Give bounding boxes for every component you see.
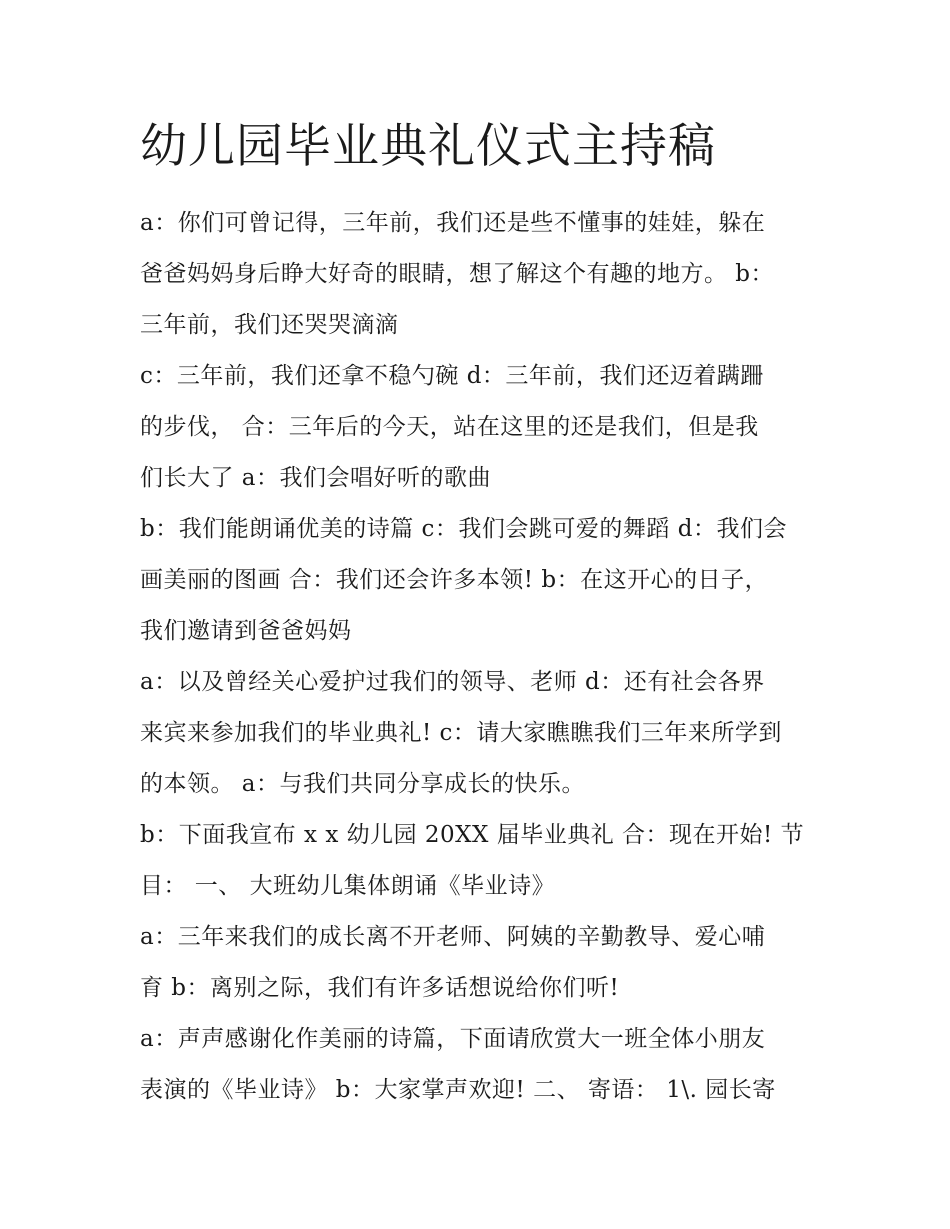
paragraph-line: a：声声感谢化作美丽的诗篇，下面请欣赏大一班全体小朋友 <box>140 1026 766 1052</box>
paragraph-line: 画美丽的图画 合：我们还会许多本领! b：在这开心的日子， <box>140 567 769 593</box>
paragraph-line: c：三年前，我们还拿不稳勺碗 d：三年前，我们还迈着蹒跚 <box>140 363 764 389</box>
paragraph-line: 来宾来参加我们的毕业典礼! c：请大家瞧瞧我们三年来所学到 <box>140 720 782 746</box>
paragraph-line: 的本领。 a：与我们共同分享成长的快乐。 <box>140 771 586 797</box>
paragraph-line: 的步伐， 合：三年后的今天，站在这里的还是我们，但是我 <box>140 414 759 440</box>
paragraph-line: 我们邀请到爸爸妈妈 <box>140 618 352 644</box>
paragraph-line: 爸爸妈妈身后睁大好奇的眼睛，想了解这个有趣的地方。 b： <box>140 261 775 287</box>
paragraph-line: a：你们可曾记得，三年前，我们还是些不懂事的娃娃，躲在 <box>140 210 766 236</box>
paragraph-line: a：以及曾经关心爱护过我们的领导、老师 d：还有社会各界 <box>140 669 765 695</box>
paragraph-line: 育 b：离别之际，我们有许多话想说给你们听! <box>140 975 620 1001</box>
paragraph-line: 目： 一、 大班幼儿集体朗诵《毕业诗》 <box>140 873 556 899</box>
paragraph-line: 们长大了 a：我们会唱好听的歌曲 <box>140 465 492 491</box>
paragraph-line: 三年前，我们还哭哭滴滴 <box>140 312 399 338</box>
paragraph-line: b：下面我宣布 x x 幼儿园 20XX 届毕业典礼 合：现在开始! 节 <box>140 822 805 848</box>
paragraph-line: 表演的《毕业诗》 b：大家掌声欢迎! 二、 寄语： 1\. 园长寄 <box>140 1077 776 1103</box>
document-title: 幼儿园毕业典礼仪式主持稿 <box>140 119 716 174</box>
paragraph-line: b：我们能朗诵优美的诗篇 c：我们会跳可爱的舞蹈 d：我们会 <box>140 516 787 542</box>
document-body <box>140 198 830 1116</box>
paragraph-line: a：三年来我们的成长离不开老师、阿姨的辛勤教导、爱心哺 <box>140 924 766 950</box>
